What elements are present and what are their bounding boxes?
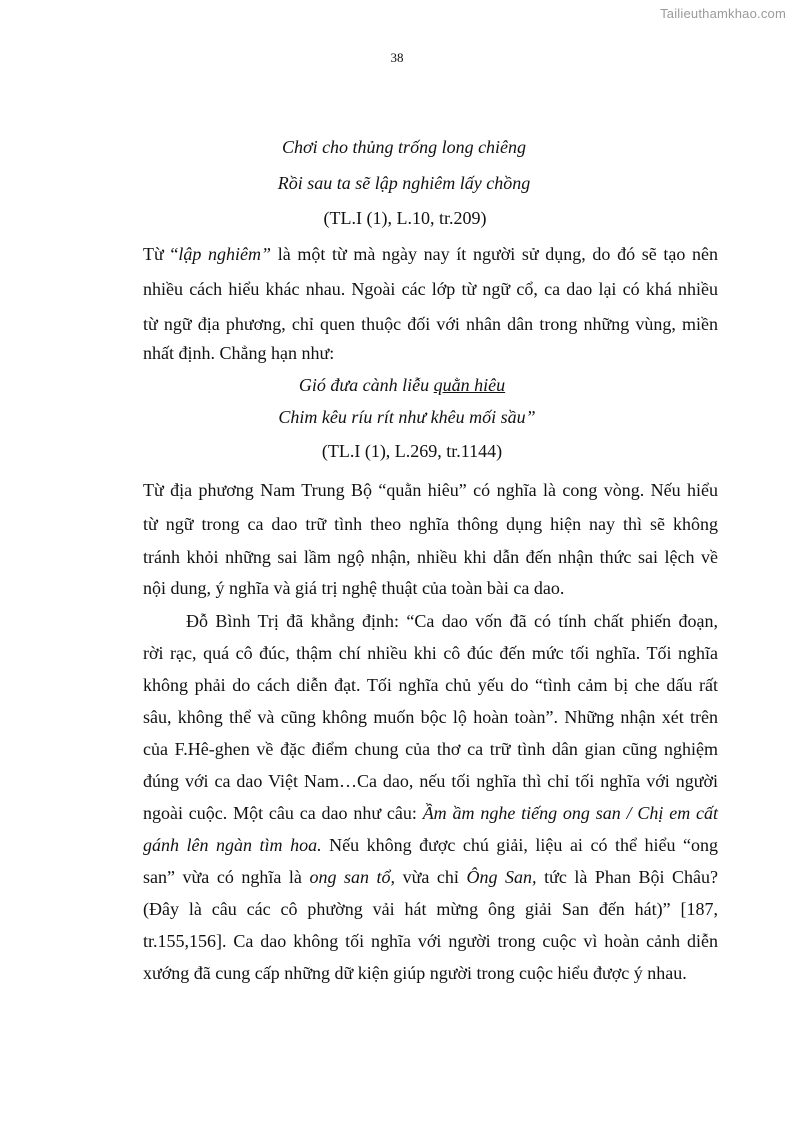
verse1-line2-text: Rồi sau ta sẽ lập nghiêm lấy chồng: [277, 173, 531, 193]
para3-term-ong-san: Ông San,: [466, 867, 537, 887]
para3-quote-ca-dao-1: Ầm ầm nghe tiếng ong san / Chị em cất: [422, 803, 718, 823]
page-number: 38: [390, 50, 404, 65]
para1-line4: nhất định. Chẳng hạn như:: [143, 343, 335, 363]
para1-term-lap-nghiem: lập nghiêm”: [178, 244, 272, 264]
para3-quote-ca-dao-2: gánh lên ngàn tìm hoa.: [143, 835, 322, 855]
para2-line3: tránh khỏi những sai lầm ngộ nhận, nhiều khi dẫn đến nhận thức sai lệch về: [143, 547, 718, 567]
para2-line2: từ ngữ trong ca dao trữ tình theo nghĩa thông dụng hiện nay thì sẽ không: [143, 514, 718, 534]
para1-line2: nhiều cách hiểu khác nhau. Ngoài các lớp từ ngữ cổ, ca dao lại có khá nhiều: [143, 279, 718, 299]
para3-line7-a: ngoài cuộc. Một câu ca dao như câu:: [143, 803, 423, 823]
verse1-line1-text: Chơi cho thủng trống long chiêng: [281, 137, 527, 157]
para3-line9: [143, 867, 718, 888]
para2-line1: Từ địa phương Nam Trung Bộ “quằn hiêu” có nghĩa là cong vòng. Nếu hiểu: [143, 480, 718, 500]
watermark: Tailieuthamkhao.com: [660, 6, 786, 21]
para1-line1-c: là một từ mà ngày nay ít người sử dụng, do đó sẽ tạo nên: [271, 244, 718, 264]
para3-term-ong-san-to: ong san tổ,: [309, 867, 396, 887]
para3-line8: [143, 835, 718, 856]
para1-line3: từ ngữ địa phương, chỉ quen thuộc đối với nhân dân trong những vùng, miền: [143, 314, 718, 334]
verse1-line1: [0, 137, 794, 158]
para2-line4: nội dung, ý nghĩa và giá trị nghệ thuật của toàn bài ca dao.: [143, 578, 565, 598]
para3-line7: [143, 803, 718, 824]
para3-line9-c: vừa chỉ: [395, 867, 467, 887]
para3-line5: của F.Hê-ghen về đặc điểm chung của thơ ca trữ tình dân gian cũng nghiệm: [143, 739, 718, 759]
para1-line1: [143, 244, 718, 265]
para3-line1: Đỗ Bình Trị đã khẳng định: “Ca dao vốn đã có tính chất phiến đoạn,: [186, 611, 718, 631]
verse2-line2-text: Chim kêu ríu rít như khêu mối sầu”: [278, 407, 536, 427]
para3-line10: (Đây là câu các cô phường vải hát mừng ông giải San đến hát)” [187,: [143, 899, 718, 919]
para3-line8-b: Nếu không được chú giải, liệu ai có thể hiểu “ong: [321, 835, 718, 855]
para3-line6: đúng với ca dao Việt Nam…Ca dao, nếu tối nghĩa thì chỉ tối nghĩa với người: [143, 771, 718, 791]
verse2-line2: [0, 407, 794, 428]
para1-line1-a: Từ “: [143, 244, 179, 264]
para3-line2: rời rạc, quá cô đúc, thậm chí nhiều khi cô đúc đến mức tối nghĩa. Tối nghĩa: [143, 643, 718, 663]
verse2-citation: (TL.I (1), L.269, tr.1144): [321, 441, 503, 461]
para3-line4: sâu, không thể và cũng không muốn bộc lộ hoàn toàn”. Những nhận xét trên: [143, 707, 718, 727]
para3-line3: không phải do cách diễn đạt. Tối nghĩa chủ yếu do “tình cảm bị che dấu rất: [143, 675, 718, 695]
verse1-line2: [0, 173, 794, 194]
para3-line11: tr.155,156]. Ca dao không tối nghĩa với người trong cuộc vì hoàn cảnh diễn: [143, 931, 718, 951]
para3-line9-e: tức là Phan Bội Châu?: [536, 867, 718, 887]
verse2-line1-underlined: quằn hiêu: [433, 375, 506, 395]
verse1-citation: (TL.I (1), L.10, tr.209): [323, 208, 487, 228]
verse2-line1: [0, 375, 794, 396]
para3-line12: xướng đã cung cấp những dữ kiện giúp người trong cuộc hiểu được ý nhau.: [143, 963, 687, 983]
para3-line9-a: san” vừa có nghĩa là: [143, 867, 310, 887]
verse2-line1-a: Gió đưa cành liễu: [298, 375, 434, 395]
